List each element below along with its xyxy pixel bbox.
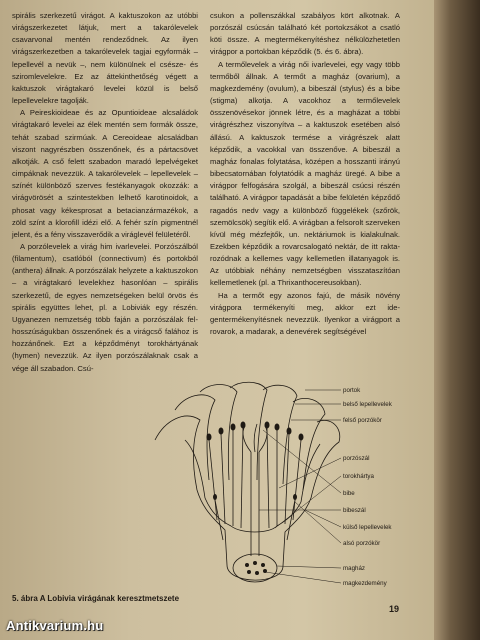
page-number: 19 [389, 604, 400, 614]
right-text-column [210, 10, 400, 338]
left-paragraph-2: A Peireskioideae és az Opuntioideae alcsaládok virágtakaró levelei az élek mentén sem formák össze, tehát szabad szirmúak. A Cereoideae alcsaládban viszont nagyrészben összenőnek, és a pártacsövet alkotják. A cső felett szabadon maradó lepelvégeket cimpáknak nevezzük. A takarólevelek – lepellevelek – színét különböző szerves festékanyagok okozzák: a virágvörösét a szintestekben lelhető karotinoidok, a phosat vagy kékesprosat a betacianzármazékok, a zöld színt a klorofill idézi elő. A fehér szín pigmentnél jelent, és a fény visszaverődik a viráglevél felületéről. [12, 108, 198, 239]
right-paragraph-1: csukon a pollenszákkal szabályos kört alkotnak. A porzószál csúcsán található két portokzsákot a csatló köti össze. A megtermékenyítéshez nélkülözhetetlen virágpor a portokban képződik (5. és 6. ábra). [210, 11, 400, 57]
label-portok: portok [343, 387, 361, 394]
label-also-porzokor: alsó porzókör [343, 540, 381, 547]
figure-caption: 5. ábra A Lobivia virágának keresztmetszete [12, 594, 180, 603]
watermark: Antikvarium.hu [6, 618, 104, 633]
label-kulso-lepellevelek: külső lepellevelek [343, 524, 392, 531]
left-text-column [12, 10, 198, 375]
right-paragraph-3: Ha a termőt egy azonos fajú, de másik növény virágpora termékenyíti meg, akkor ezt idegentermékenyítésnek nevezzük. Ilyenkor a virágport a rovarok, a madarak, a denevérek segítségével [210, 290, 400, 337]
label-belso-lepellevelek: belső lepellevelek [343, 401, 392, 408]
right-paragraph-2: A termőlevelek a virág női ivarlevelei, egy vagy több termőből állnak. A termőt a magház (ovarium), a magkezdemény (ovulum), a bibeszál (stylus) és a bibe (stigma) alkotja. A vacokhoz a termőlevelek összenövésekor jönnek létre, és a magházat a többi virágrészhez viszonyítva – a kaktuszok esetében alsó állású. A kaktuszok termése a virágrészek alatt képződik, a vacokkal van összenőve. A bibeszál a magház fonalas folytatása, középen a hosszanti irányú bibecsatornában folytatódik a magház üregé. A bibe a virágpor felfogására szolgál, a bibeszál csúcsi részén található. A virágpor tapadását a bibe felületén képződő ragadós nedv vagy a különböző függelékek (szőrök, szemölcsök) segítik elő. A virágban a felsorolt szerveken kívül még mézfejtők, un. nektáriumok is kialakulnak. Ezekben képződik a rovarcsalogató nektár, de itt raktarozódnak a kellemes vagy kellemetlen illatanyagok is. Az utóbbiak néhány nemzetségben visszataszítóan kellemetlenek (pl. a Thrixanthocereusokban). [210, 59, 400, 288]
book-binding-edge [434, 0, 480, 640]
label-bibe: bibe [343, 490, 355, 497]
ovules [245, 561, 267, 575]
label-felso-porzokor: felső porzókör [343, 417, 382, 424]
label-torokhartya: torokhártya [343, 473, 374, 480]
left-paragraph-1: spirális szerkezetű virágot. A kaktuszokon az utóbbi virágszerkezetet látjuk, mert a takarólevelek csavarvonal mentén rendeződnek. Az ilyen virágszerkezetben a takarólevelek tagjai egyformák – lepellevél a nevük –, nem különülnek el csésze- és sziromlevelekre. Ez az áttekinthetőség végett a kaktuszok virágtakaró levelei közül is belső lepellevelekre tagolják. [12, 11, 198, 106]
diagram-labels [343, 387, 393, 587]
label-porzoszal: porzószál [343, 455, 370, 462]
label-bibeszal: bibeszál [343, 507, 366, 514]
leader-lines [259, 390, 341, 583]
flower-outline [155, 382, 340, 582]
left-paragraph-3: A porzólevelek a virág him ivarlevelei. Porzószálból (filamentum), csatlóból (connectivum) és portokból (anthera) állnak. A porzószálak helyzete a kaktuszokon – a virágtakaró levelekhez hasonlóan – spirális szerkezetű, de egyes nemzetségeken belül örvös és spirális együttes lehet, pl. a Lobiviák egy részén. Ugyanezen nemzetség több faján a porzószálak felhosszúságukban összenőnek és a virágcső falához is hozzánőnek. Ezt a képződményt torokhártyának (hymen) nevezzük. Az ilyen porzószálaknak csak a vége áll szabadon. Csú- [12, 241, 198, 373]
flower-cross-section-diagram [145, 380, 415, 595]
label-maghaz: magház [343, 565, 366, 572]
label-magkezdemeny: magkezdemény [343, 580, 387, 587]
